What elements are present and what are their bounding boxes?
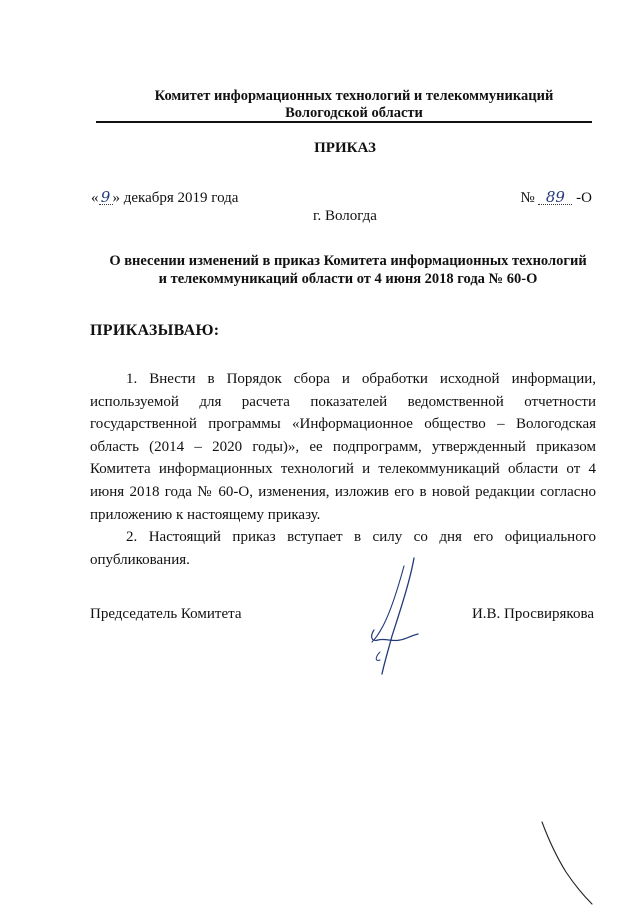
document-body xyxy=(90,368,596,571)
subject-line1: О внесении изменений в приказ Комитета информационных технологий xyxy=(109,253,587,269)
margin-pen-mark xyxy=(538,820,598,905)
body-paragraph-2: 2. Настоящий приказ вступает в силу со дня его официального опубликования. xyxy=(90,529,596,568)
body-paragraph-1: 1. Внести в Порядок сбора и обработки исходной информации, используемой для расчета показателей ведомственной отчетности государственной программы «Информационное общество – Вологодская область (2014 – 2020 годы)», ее подпрограмм, утвержденный приказом Комитета информационных технологий и телекоммуникаций области от 4 июня 2018 года № 60-О, изменения, изложив его в новой редакции согласно приложению к настоящему приказу. xyxy=(90,371,596,523)
document-title: ПРИКАЗ xyxy=(314,140,376,156)
order-heading: ПРИКАЗЫВАЮ: xyxy=(90,322,220,339)
signatory-position: Председатель Комитета xyxy=(90,606,242,622)
document-number xyxy=(520,190,592,207)
number-suffix: -О xyxy=(572,190,592,206)
date-close-quote: » xyxy=(112,190,120,206)
organization-name-line2: Вологодской области xyxy=(285,105,423,121)
header-rule xyxy=(96,121,592,123)
date-month-year: декабря 2019 года xyxy=(120,190,239,206)
date-open-quote: « xyxy=(91,190,99,206)
handwritten-signature xyxy=(362,556,432,681)
date-day-handwritten: 9 xyxy=(99,190,113,205)
number-prefix: № xyxy=(520,190,539,206)
document-subject xyxy=(88,252,608,288)
subject-line2: и телекоммуникаций области от 4 июня 2018 года № 60-О xyxy=(158,271,538,287)
number-handwritten: 89 xyxy=(538,190,572,205)
signatory-name: И.В. Просвирякова xyxy=(471,606,594,622)
document-city: г. Вологда xyxy=(313,208,377,224)
organization-name-line1: Комитет информационных технологий и телекоммуникаций xyxy=(154,88,554,104)
document-date xyxy=(91,190,238,207)
